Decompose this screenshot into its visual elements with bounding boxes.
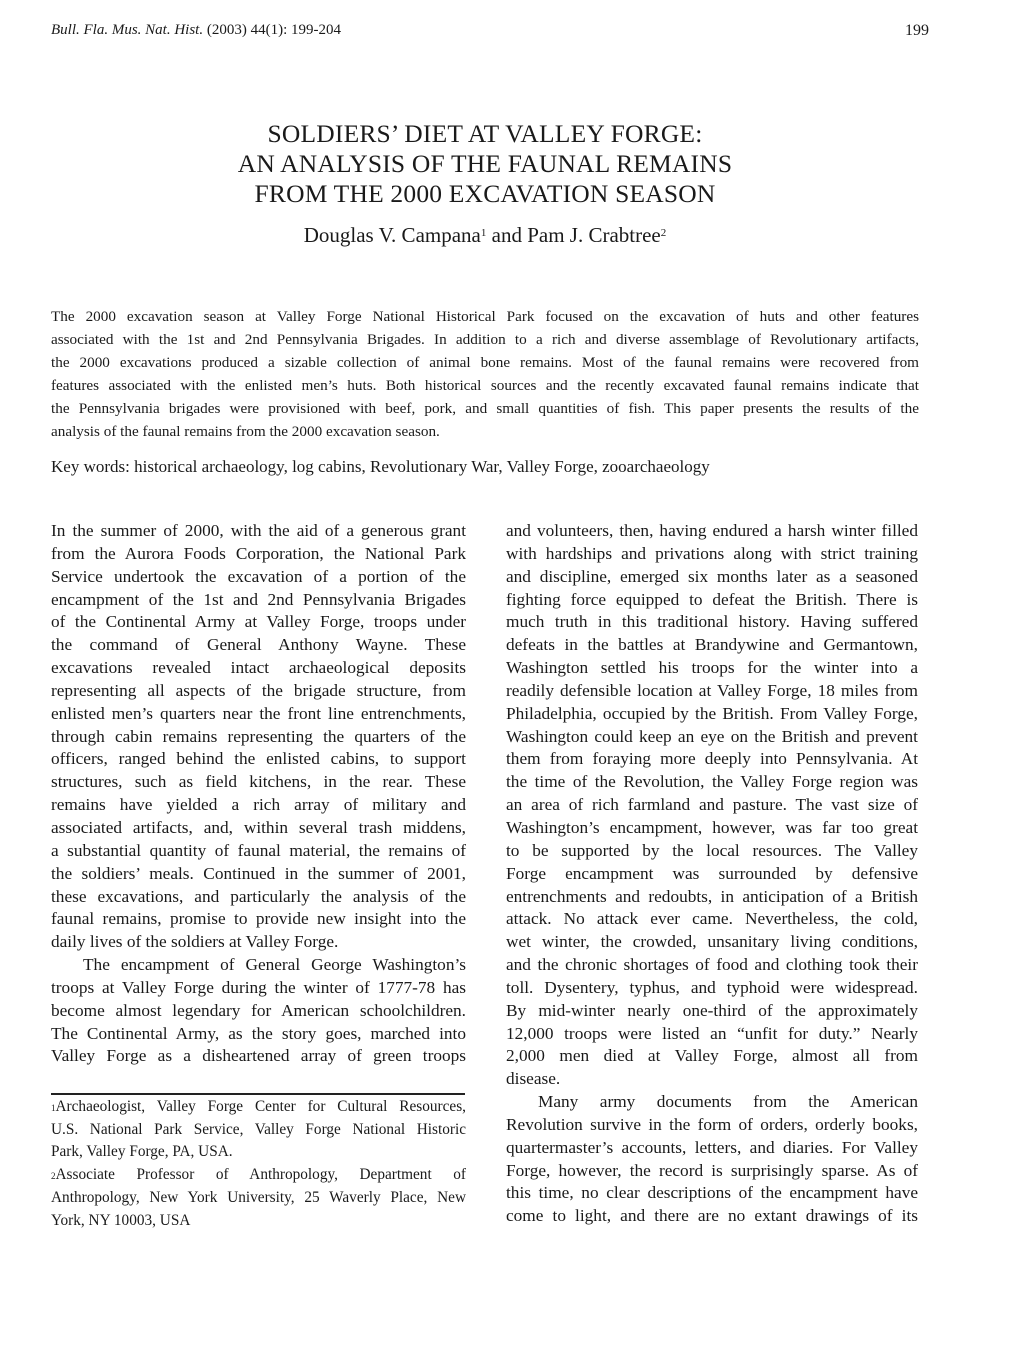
title-line: SOLDIERS’ DIET AT VALLEY FORGE:	[267, 119, 703, 148]
body-line: The encampment of General George Washington’s	[83, 955, 466, 975]
body-line: attack. No attack ever came. Nevertheless, the cold,	[506, 909, 918, 929]
title-line: AN ANALYSIS OF THE FAUNAL REMAINS	[237, 149, 733, 178]
abstract-line: features associated with the enlisted men’s huts. Both historical sources and the recently excavated faunal remains indicate that	[51, 376, 919, 394]
abstract-line: analysis of the faunal remains from the 2000 excavation season.	[51, 422, 440, 440]
body-line: Revolution survive in the form of orders, orderly books,	[506, 1114, 918, 1134]
author-line	[0, 222, 970, 248]
body-line: readily defensible location at Valley Forge, 18 miles from	[506, 680, 918, 700]
body-line: By mid-winter nearly one-third of the approximately	[506, 1000, 918, 1020]
body-line: officers, ranged behind the enlisted cabins, to support	[51, 749, 466, 769]
author-name: Pam J. Crabtree	[527, 223, 661, 247]
body-line: an area of rich farmland and pasture. The vast size of	[506, 795, 918, 815]
body-line: representing all aspects of the brigade structure, from	[51, 680, 466, 700]
body-line: and discipline, emerged six months later as a seasoned	[506, 566, 918, 586]
body-line: Many army documents from the American	[538, 1092, 918, 1112]
body-line: Washington settled his troops for the winter into a	[506, 658, 918, 678]
keywords-label: Key words:	[51, 457, 130, 476]
body-line: to be supported by the local resources. The Valley	[506, 840, 918, 860]
footnote-mark: 2	[660, 227, 667, 239]
body-line: In the summer of 2000, with the aid of a generous grant	[51, 521, 466, 540]
abstract-line: associated with the 1st and 2nd Pennsylvania Brigades. In addition to a rich and diverse assemblage of Revolutionary artifacts,	[51, 330, 919, 348]
title-line: FROM THE 2000 EXCAVATION SEASON	[254, 179, 716, 208]
body-line: Service undertook the excavation of a portion of the	[51, 566, 466, 586]
body-line: quartermaster’s accounts, letters, and diaries. For Valley	[506, 1137, 918, 1157]
body-line: The Continental Army, as the story goes, marched into	[51, 1023, 466, 1043]
body-line: Forge encampment was surrounded by defensive	[506, 863, 918, 883]
abstract-line: the Pennsylvania brigades were provisioned with beef, pork, and small quantities of fish. This paper presents the results of the	[51, 399, 919, 417]
body-line: a substantial quantity of faunal material, the remains of	[51, 840, 466, 860]
running-head	[51, 22, 929, 42]
body-line: with hardships and privations along with strict training	[506, 543, 918, 563]
footnote-line	[51, 1096, 466, 1119]
body-line: remains have yielded a rich array of military and	[51, 795, 466, 815]
body-line: and the chronic shortages of food and clothing took their	[506, 955, 918, 975]
body-line: 12,000 troops were listed an “unfit for duty.” Nearly	[506, 1023, 918, 1043]
footnote-text: Associate Professor of Anthropology, Department of	[55, 1166, 466, 1184]
body-line: this time, no clear descriptions of the encampment have	[506, 1183, 918, 1203]
abstract-line: The 2000 excavation season at Valley Forge National Historical Park focused on the excavation of huts and other features	[51, 308, 919, 325]
body-line: of the Continental Army at Valley Forge, troops under	[51, 612, 466, 632]
abstract-line: the 2000 excavations produced a sizable collection of animal bone remains. Most of the faunal remains were recovered from	[51, 353, 919, 371]
body-line: structures, such as field kitchens, in the rear. These	[51, 772, 466, 792]
keywords	[51, 456, 919, 478]
body-line: come to light, and there are no extant drawings of its	[506, 1206, 918, 1226]
footnote-mark: 2	[51, 1171, 56, 1182]
body-line: wet winter, the crowded, unsanitary living conditions,	[506, 932, 918, 952]
body-line: become almost legendary for American schoolchildren.	[51, 1000, 466, 1020]
footnote-line: Anthropology, New York University, 25 Waverly Place, New	[51, 1188, 466, 1206]
body-line: fighting force equipped to defeat the British. There is	[506, 589, 918, 609]
body-line: Valley Forge as a disheartened array of green troops	[51, 1046, 466, 1066]
abstract	[51, 306, 919, 443]
body-line: the soldiers’ meals. Continued in the summer of 2001,	[51, 863, 466, 883]
body-line: Philadelphia, occupied by the British. From Valley Forge,	[506, 703, 918, 723]
body-line: troops at Valley Forge during the winter of 1777-78 has	[51, 977, 466, 997]
footnote-line: York, NY 10003, USA	[51, 1211, 191, 1229]
body-line: disease.	[506, 1069, 561, 1089]
footnote-line: U.S. National Park Service, Valley Forge National Historic	[51, 1120, 466, 1138]
footnote-divider	[51, 1093, 465, 1095]
footnotes	[51, 1096, 466, 1232]
keywords-text: historical archaeology, log cabins, Revolutionary War, Valley Forge, zooarchaeology	[129, 457, 710, 476]
body-column-right	[506, 520, 918, 1228]
body-line: defeats in the battles at Brandywine and Germantown,	[506, 635, 918, 655]
body-line: associated artifacts, and, within several trash middens,	[51, 817, 466, 837]
body-line: these excavations, and particularly the analysis of the	[51, 886, 466, 906]
body-line: and volunteers, then, having endured a harsh winter filled	[506, 521, 918, 540]
body-line: excavations revealed intact archaeological deposits	[51, 658, 466, 678]
journal-citation	[51, 22, 341, 39]
footnote-line	[51, 1164, 466, 1187]
author-name: Douglas V. Campana	[303, 223, 481, 247]
footnote-mark: 1	[51, 1103, 56, 1113]
footnote-mark: 1	[480, 227, 487, 239]
body-line: through cabin remains representing the quarters of the	[51, 726, 466, 746]
author-conjunction: and	[486, 223, 528, 247]
body-line: toll. Dysentery, typhus, and typhoid were widespread.	[506, 977, 918, 997]
body-line: Washington could keep an eye on the British and prevent	[506, 726, 918, 746]
body-line: Forge, however, the record is surprisingly sparse. As of	[506, 1160, 918, 1180]
journal-abbrev: Bull. Fla. Mus. Nat. Hist.	[51, 22, 204, 38]
footnote-line: Park, Valley Forge, PA, USA.	[51, 1143, 233, 1161]
body-line: much truth in this traditional history. Having suffered	[506, 612, 918, 632]
body-line: from the Aurora Foods Corporation, the National Park	[51, 543, 466, 563]
body-column-left	[51, 520, 466, 1068]
body-line: them from foraying more deeply into Pennsylvania. At	[506, 749, 918, 769]
body-line: faunal remains, promise to provide new insight into the	[51, 909, 466, 929]
footnote-text: Archaeologist, Valley Forge Center for Cultural Resources,	[55, 1098, 466, 1115]
body-line: enlisted men’s quarters near the front line entrenchments,	[51, 703, 466, 723]
page-number: 199	[905, 22, 929, 39]
body-line: the time of the Revolution, the Valley Forge region was	[506, 772, 918, 792]
body-line: 2,000 men died at Valley Forge, almost all from	[506, 1046, 918, 1066]
body-line: daily lives of the soldiers at Valley Forge.	[51, 932, 339, 952]
body-line: entrenchments and redoubts, in anticipation of a British	[506, 886, 918, 906]
body-line: Washington’s encampment, however, was far too great	[506, 817, 918, 837]
citation-volume-pages: (2003) 44(1): 199-204	[203, 22, 341, 38]
body-line: encampment of the 1st and 2nd Pennsylvania Brigades	[51, 589, 466, 609]
article-title	[0, 119, 970, 209]
body-line: the command of General Anthony Wayne. These	[51, 635, 466, 655]
